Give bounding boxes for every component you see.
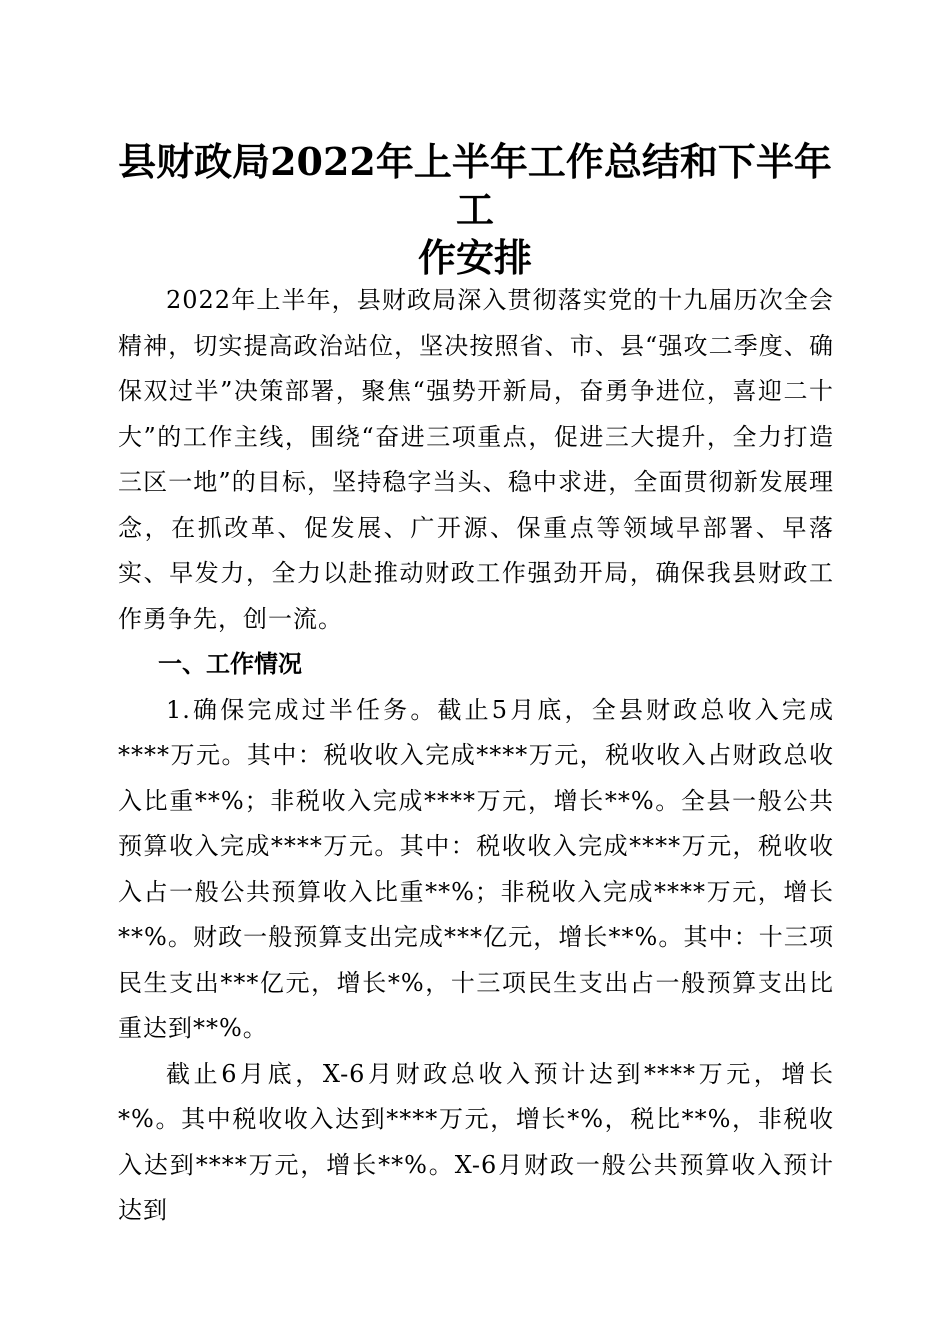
intro-paragraph: 2022年上半年，县财政局深入贯彻落实党的十九届历次全会精神，切实提高政治站位，坚决按照省、市、县“强攻二季度、确保双过半”决策部署，聚焦“强势开新局，奋勇争进位，喜迎二十大”的工作主线，围绕“奋进三项重点，促进三大提升，全力打造三区一地”的目标，坚持稳字当头、稳中求进，全面贯彻新发展理念，在抓改革、促发展、广开源、保重点等领域早部署、早落实、早发力，全力以赴推动财政工作强劲开局，确保我县财政工作勇争先，创一流。 <box>118 286 834 633</box>
document-body <box>118 278 834 1234</box>
title-line-1: 县财政局2022年上半年工作总结和下半年工 <box>118 139 832 232</box>
section-paragraph-2: 截止6月底，X-6月财政总收入预计达到****万元，增长*%。其中税收收入达到****万元，增长*%，税比**%，非税收入达到****万元，增长**%。X-6月财政一般公共预算收入预计达到 <box>118 1059 834 1224</box>
title-line-2: 作安排 <box>417 235 532 280</box>
document-title <box>110 138 840 282</box>
section-heading-work-status: 一、工作情况 <box>158 650 302 678</box>
section-paragraph-1: 1.确保完成过半任务。截止5月底，全县财政总收入完成****万元。其中：税收收入完成****万元，税收收入占财政总收入比重**%；非税收入完成****万元，增长**%。全县一般公共预算收入完成****万元。其中：税收收入完成****万元，税收收入占一般公共预算收入比重**%；非税收入完成****万元，增长**%。财政一般预算支出完成***亿元，增长**%。其中：十三项民生支出***亿元，增长*%，十三项民生支出占一般预算支出比重达到**%。 <box>118 695 834 1042</box>
